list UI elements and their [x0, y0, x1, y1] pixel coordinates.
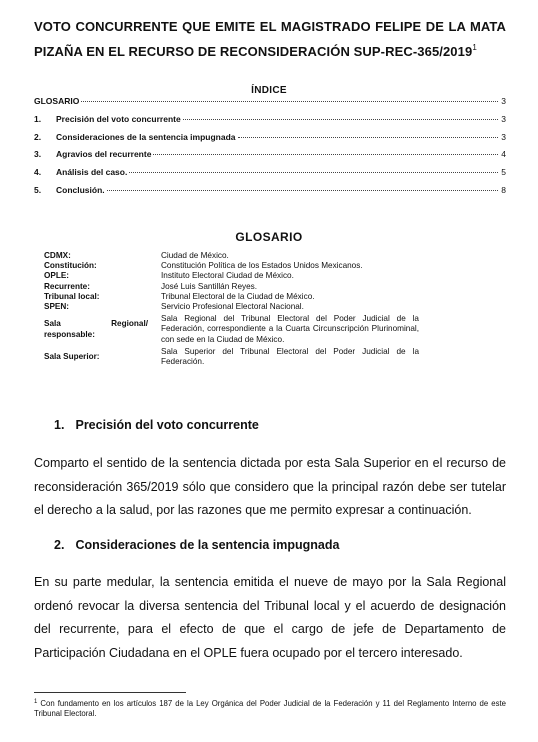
index-entry-5[interactable]	[34, 185, 506, 203]
index-heading: ÍNDICE	[251, 85, 287, 96]
index-leader-dots	[153, 154, 498, 155]
index-leader-dots	[129, 172, 498, 173]
glossary-heading: GLOSARIO	[235, 230, 303, 244]
index-entry-glosario[interactable]	[34, 96, 506, 114]
index-entry-label: Conclusión.	[56, 184, 105, 195]
footnote-separator	[34, 692, 186, 693]
index-entry-page: 3	[501, 96, 506, 106]
glossary-definition: Servicio Profesional Electoral Nacional.	[161, 302, 304, 312]
index-entry-number: 4.	[34, 167, 42, 178]
glossary-definition: Sala Superior del Tribunal Electoral del Poder Judicial de la Federación.	[161, 346, 419, 367]
section-heading-1	[54, 418, 259, 432]
index-entry-label: Precisión del voto concurrente	[56, 113, 181, 124]
glossary-term	[44, 314, 161, 345]
index-leader-dots	[183, 119, 498, 120]
glossary-term-text: Sala Regional/ responsable:	[44, 319, 148, 339]
glossary-definition: Ciudad de México.	[161, 251, 229, 260]
glossary-term: Sala Superior:	[44, 351, 100, 361]
index-entry-label: Análisis del caso.	[56, 167, 128, 178]
index-entry-number: 5.	[34, 184, 42, 195]
index-entry-4[interactable]	[34, 167, 506, 185]
glossary-definition: Constitución Política de los Estados Unidos Mexicanos.	[161, 261, 363, 271]
index-leader-dots	[81, 101, 498, 102]
glossary-term: Recurrente:	[44, 281, 90, 291]
glossary-row	[44, 302, 419, 312]
glossary-term: CDMX:	[44, 251, 71, 260]
section-title: Precisión del voto concurrente	[75, 418, 259, 432]
section-heading-2	[54, 538, 339, 552]
index-entry-page: 3	[501, 113, 506, 124]
footnote	[34, 697, 506, 719]
index-entry-number: 2.	[34, 131, 42, 142]
glossary-row	[44, 347, 419, 367]
index-entry-3[interactable]	[34, 149, 506, 167]
section-2-body: En su parte medular, la sentencia emitida el nueve de mayo por la Sala Regional ordenó revocar la diversa sentencia del Tribunal local y el acuerdo de designación del recurrente, para el efecto de que el cargo de jefe de Departamento de Participación Ciudadana en el OPLE fuera ocupado por el tercero interesado.	[34, 575, 506, 660]
glossary-row	[44, 261, 419, 271]
index-leader-dots	[238, 137, 499, 138]
glossary-row	[44, 251, 419, 261]
glossary-row	[44, 314, 419, 345]
title-footnote-mark: 1	[472, 43, 477, 52]
glossary-term: Tribunal local:	[44, 291, 100, 301]
section-number: 1.	[54, 418, 65, 432]
index-entry-page: 4	[501, 149, 506, 160]
footnote-mark: 1	[34, 699, 38, 705]
index-entry-page: 3	[501, 131, 506, 142]
section-number: 2.	[54, 538, 65, 552]
index-entry-label: Agravios del recurrente	[56, 149, 152, 160]
glossary-row	[44, 292, 419, 302]
index-leader-dots	[107, 190, 498, 191]
glossary-row	[44, 282, 419, 292]
glossary-definition: Instituto Electoral Ciudad de México.	[161, 271, 294, 281]
index-list	[34, 96, 506, 203]
section-1-body: Comparto el sentido de la sentencia dictada por esta Sala Superior en el recurso de reconsideración 365/2019 sólo que considero que la principal razón debe ser tutelar el derecho a la salud, por las razones que me permito expresar a continuación.	[34, 456, 506, 517]
section-title: Consideraciones de la sentencia impugnada	[75, 538, 340, 552]
index-entry-number: 1.	[34, 113, 42, 124]
glossary-table	[44, 251, 419, 367]
index-entry-label: GLOSARIO	[34, 96, 80, 106]
index-entry-number: 3.	[34, 149, 42, 160]
glossary-term: OPLE:	[44, 271, 70, 281]
glossary-term: Constitución:	[44, 261, 97, 271]
glossary-definition: José Luis Santillán Reyes.	[161, 281, 258, 291]
glossary-term: SPEN:	[44, 302, 70, 312]
index-entry-page: 8	[501, 184, 506, 195]
index-entry-2[interactable]	[34, 132, 506, 150]
index-entry-label: Consideraciones de la sentencia impugnada	[56, 131, 236, 142]
index-entry-1[interactable]	[34, 114, 506, 132]
glossary-row	[44, 271, 419, 281]
document-title	[34, 16, 506, 62]
glossary-definition: Sala Regional del Tribunal Electoral del Poder Judicial de la Federación, correspondiente a la Cuarta Circunscripción Plurinominal, con sede en la Ciudad de México.	[161, 314, 419, 344]
glossary-definition: Tribunal Electoral de la Ciudad de México.	[161, 291, 315, 301]
document-title-text: VOTO CONCURRENTE QUE EMITE EL MAGISTRADO FELIPE DE LA MATA PIZAÑA EN EL RECURSO DE RECONSIDERACIÓN SUP-REC-365/2019	[34, 19, 506, 59]
footnote-text: Con fundamento en los artículos 187 de la Ley Orgánica del Poder Judicial de la Federación y 11 del Reglamento Interno de este Tribunal Electoral.	[34, 699, 506, 718]
index-entry-page: 5	[501, 167, 506, 178]
